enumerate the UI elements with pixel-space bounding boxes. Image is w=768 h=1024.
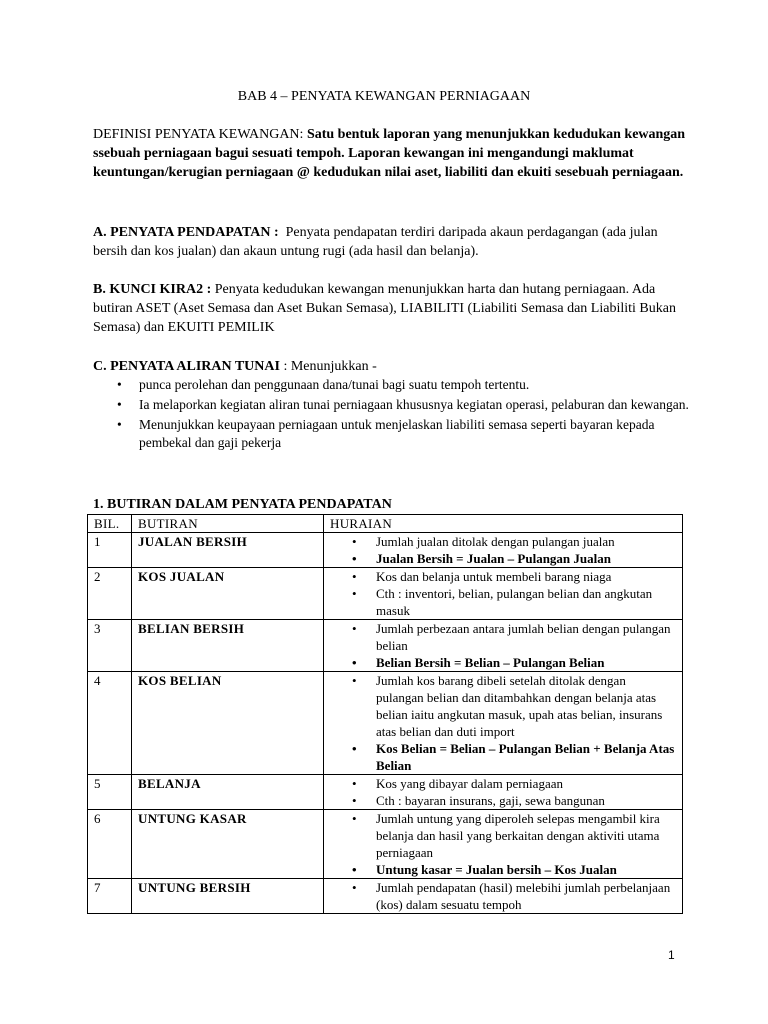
cell-bil: 2 bbox=[88, 568, 132, 620]
table-row bbox=[88, 775, 683, 810]
definition-heading: DEFINISI PENYATA KEWANGAN bbox=[93, 127, 300, 142]
cell-butiran: UNTUNG BERSIH bbox=[132, 879, 324, 914]
income-statement-items-table bbox=[87, 514, 683, 914]
definition-text: Satu bentuk laporan yang menunjukkan kedudukan kewangan ssebuah perniagaan bagui sesuati tempoh. Laporan kewangan ini mengandungi maklumat keuntungan/kerugian perniagaan @ kedudukan nilai aset, liabiliti dan ekuiti sesebuah perniagaan. bbox=[93, 127, 686, 180]
cell-huraian bbox=[324, 533, 683, 568]
section-b-heading: B. KUNCI KIRA2 : bbox=[93, 282, 212, 297]
section-a-heading: A. PENYATA PENDAPATAN : bbox=[93, 225, 279, 240]
cell-bil: 4 bbox=[88, 672, 132, 775]
cell-huraian bbox=[324, 810, 683, 879]
bullet-item: • punca perolehan dan penggunaan dana/tunai bagi suatu tempoh tertentu. bbox=[93, 376, 693, 394]
cell-bil: 5 bbox=[88, 775, 132, 810]
cell-huraian bbox=[324, 568, 683, 620]
header-huraian: HURAIAN bbox=[324, 515, 683, 533]
bullet-item: • Ia melaporkan kegiatan aliran tunai perniagaan khususnya kegiatan operasi, pelaburan dan kewangan. bbox=[93, 396, 693, 414]
table-row bbox=[88, 810, 683, 879]
huraian-item: • Jumlah kos barang dibeli setelah ditolak dengan pulangan belian dan ditambahkan dengan belanja atas belian iaitu angkutan masuk, upah atas belian, insurans atas belian dan duti import bbox=[330, 672, 676, 740]
section-c-heading: C. PENYATA ALIRAN TUNAI bbox=[93, 359, 280, 374]
huraian-item: • Kos dan belanja untuk membeli barang niaga bbox=[330, 568, 676, 585]
formula-item: • Kos Belian = Belian – Pulangan Belian + Belanja Atas Belian bbox=[330, 740, 676, 774]
cell-huraian bbox=[324, 879, 683, 914]
section-a-text: Penyata pendapatan terdiri daripada akaun perdagangan (ada julan bersih dan kos jualan) dan akaun untung rugi (ada hasil dan belanja). bbox=[93, 225, 658, 259]
huraian-item: • Cth : inventori, belian, pulangan belian dan angkutan masuk bbox=[330, 585, 676, 619]
cell-huraian bbox=[324, 620, 683, 672]
bullet-item: • Menunjukkan keupayaan perniagaan untuk menjelaskan liabiliti semasa seperti bayaran kepada pembekal dan gaji pekerja bbox=[93, 416, 693, 452]
formula-item: • Untung kasar = Jualan bersih – Kos Jualan bbox=[330, 861, 676, 878]
section-c-paragraph: C. PENYATA ALIRAN TUNAI : Menunjukkan - bbox=[93, 359, 377, 374]
formula-item: • Belian Bersih = Belian – Pulangan Belian bbox=[330, 654, 676, 671]
section-a-paragraph bbox=[93, 223, 693, 261]
header-butiran: BUTIRAN bbox=[132, 515, 324, 533]
page-title: BAB 4 – PENYATA KEWANGAN PERNIAGAAN bbox=[237, 89, 531, 104]
huraian-item: • Jumlah pendapatan (hasil) melebihi jumlah perbelanjaan (kos) dalam sesuatu tempoh bbox=[330, 879, 676, 913]
cell-huraian bbox=[324, 672, 683, 775]
cell-butiran: KOS BELIAN bbox=[132, 672, 324, 775]
page-number: 1 bbox=[668, 948, 675, 962]
cell-butiran: UNTUNG KASAR bbox=[132, 810, 324, 879]
section-c-bullet-list bbox=[93, 376, 693, 454]
cell-butiran: BELANJA bbox=[132, 775, 324, 810]
table-row bbox=[88, 568, 683, 620]
table-header-row bbox=[88, 515, 683, 533]
table-row bbox=[88, 533, 683, 568]
cell-bil: 6 bbox=[88, 810, 132, 879]
huraian-item: • Kos yang dibayar dalam perniagaan bbox=[330, 775, 676, 792]
huraian-item: • Jumlah untung yang diperoleh selepas mengambil kira belanja dan hasil yang berkaitan dengan aktiviti utama perniagaan bbox=[330, 810, 676, 861]
definition-paragraph: DEFINISI PENYATA KEWANGAN: Satu bentuk laporan yang menunjukkan kedudukan kewangan ssebuah perniagaan bagui sesuati tempoh. Laporan kewangan ini mengandungi maklumat keuntungan/kerugian perniagaan @ kedudukan nilai aset, liabiliti dan ekuiti sesebuah perniagaan. bbox=[93, 127, 686, 180]
table-row bbox=[88, 620, 683, 672]
huraian-item: • Jumlah perbezaan antara jumlah belian dengan pulangan belian bbox=[330, 620, 676, 654]
cell-bil: 1 bbox=[88, 533, 132, 568]
cell-huraian bbox=[324, 775, 683, 810]
cell-butiran: BELIAN BERSIH bbox=[132, 620, 324, 672]
header-bil: BIL. bbox=[88, 515, 132, 533]
section-b-paragraph bbox=[93, 280, 693, 337]
formula-item: • Jualan Bersih = Jualan – Pulangan Jualan bbox=[330, 550, 676, 567]
section-c-text: Menunjukkan - bbox=[290, 359, 377, 374]
cell-bil: 3 bbox=[88, 620, 132, 672]
cell-butiran: KOS JUALAN bbox=[132, 568, 324, 620]
cell-butiran: JUALAN BERSIH bbox=[132, 533, 324, 568]
table-row bbox=[88, 672, 683, 775]
table-title: 1. BUTIRAN DALAM PENYATA PENDAPATAN bbox=[93, 497, 392, 512]
section-b-text: Penyata kedudukan kewangan menunjukkan harta dan hutang perniagaan. Ada butiran ASET (Aset Semasa dan Aset Bukan Semasa), LIABILITI (Liabiliti Semasa dan Liabiliti Bukan Semasa) dan EKUITI PEMILIK bbox=[93, 282, 676, 335]
cell-bil: 7 bbox=[88, 879, 132, 914]
table-row bbox=[88, 879, 683, 914]
huraian-item: • Jumlah jualan ditolak dengan pulangan jualan bbox=[330, 533, 676, 550]
huraian-item: • Cth : bayaran insurans, gaji, sewa bangunan bbox=[330, 792, 676, 809]
